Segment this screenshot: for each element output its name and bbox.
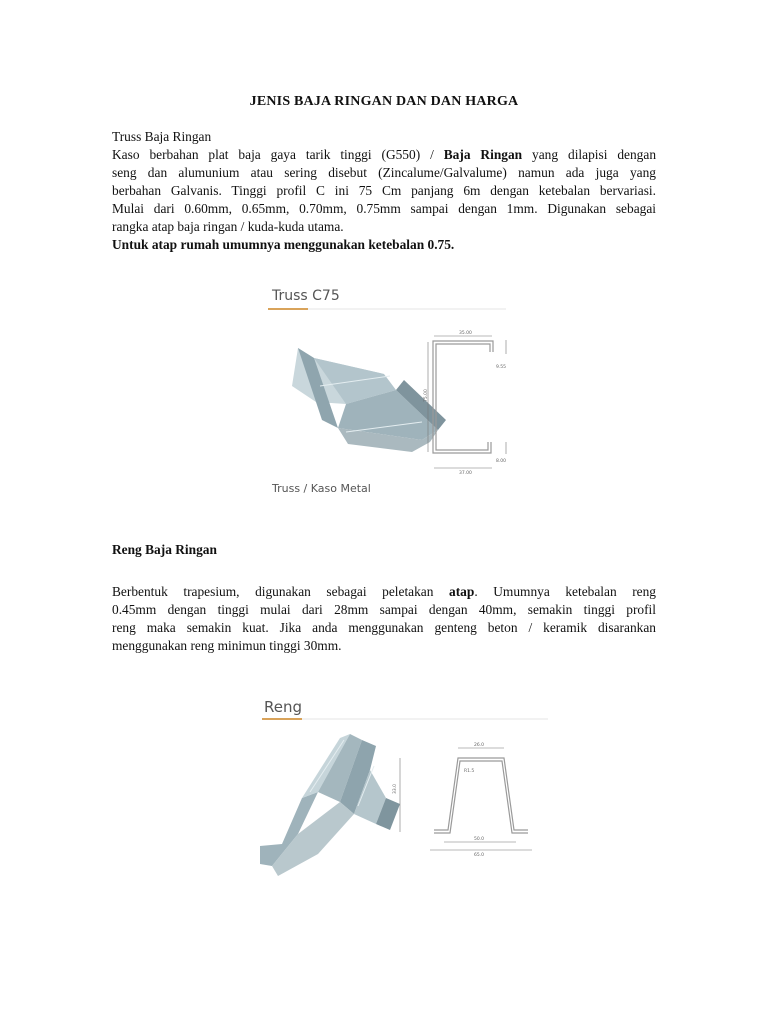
- truss-line-1: [112, 146, 656, 164]
- reng-paragraph: [112, 583, 656, 655]
- reng-figure: [258, 694, 554, 876]
- truss-dim-lip-bottom: 8.00: [496, 459, 507, 464]
- truss-figure-title: Truss C75: [272, 288, 340, 304]
- truss-figure-caption: Truss / Kaso Metal: [272, 482, 371, 495]
- truss-line-3: berbahan Galvanis. Tinggi profil C ini 75 Cm panjang 6m dengan ketebalan bervariasi.: [112, 183, 656, 198]
- truss-dim-lip-top: 9.55: [496, 365, 507, 370]
- truss-line-4: Mulai dari 0.60mm, 0.65mm, 0.70mm, 0.75mm sampai dengan 1mm. Digunakan sebagai: [112, 201, 656, 216]
- reng-line-2: 0.45mm dengan tinggi mulai dari 28mm sampai dengan 40mm, semakin tinggi profil: [112, 602, 656, 617]
- truss-line-1-end: yang dilapisi dengan: [522, 147, 657, 162]
- truss-dim-top: 35.00: [459, 331, 472, 336]
- truss-line-5: rangka atap baja ringan / kuda-kuda utama.: [112, 219, 344, 234]
- reng-dim-radius: R1.5: [464, 769, 475, 774]
- reng-profile-image: [260, 734, 400, 876]
- document-title: JENIS BAJA RINGAN DAN DAN HARGA: [249, 94, 519, 109]
- reng-dimension-lines: [400, 748, 532, 850]
- truss-dimension-lines: [428, 336, 506, 468]
- truss-dim-bottom: 37.00: [459, 471, 472, 476]
- reng-figure-drawing: [258, 694, 554, 876]
- reng-dim-base: 65.0: [474, 853, 485, 858]
- truss-line-6: Untuk atap rumah umumnya menggunakan ketebalan 0.75.: [112, 237, 455, 252]
- reng-figure-title: Reng: [264, 698, 303, 716]
- reng-technical-drawing: [434, 758, 528, 833]
- truss-c75-figure: [262, 282, 524, 498]
- truss-heading: Truss Baja Ringan: [112, 129, 212, 144]
- truss-line-1-text: Kaso berbahan plat baja gaya tarik tinggi (G550) /: [112, 147, 444, 162]
- reng-dim-top: 26.0: [474, 743, 485, 748]
- reng-dim-height: 33.0: [393, 783, 398, 794]
- truss-technical-drawing: [433, 341, 493, 453]
- reng-line-4: menggunakan reng minimun tinggi 30mm.: [112, 638, 342, 653]
- reng-heading: Reng Baja Ringan: [112, 542, 217, 557]
- truss-paragraph: [112, 128, 656, 254]
- truss-line-2: seng dan alumunium atau sering disebut (Zincalume/Galvalume) namun ada juga yang: [112, 165, 656, 180]
- reng-line-1-text: Berbentuk trapesium, digunakan sebagai peletakan: [112, 584, 450, 599]
- reng-line-1-bold: atap: [449, 584, 475, 599]
- truss-figure-drawing: [262, 282, 524, 498]
- reng-line-1: [112, 583, 656, 601]
- reng-line-3: reng maka semakin kuat. Jika anda menggunakan genteng beton / keramik disarankan: [112, 620, 656, 635]
- reng-dim-base-inner: 50.0: [474, 837, 485, 842]
- reng-line-1-end: . Umumnya ketebalan reng: [474, 584, 657, 599]
- truss-dim-height: 75.00: [424, 389, 429, 402]
- truss-line-1-bold: Baja Ringan: [443, 147, 523, 162]
- truss-profile-image: [292, 348, 446, 452]
